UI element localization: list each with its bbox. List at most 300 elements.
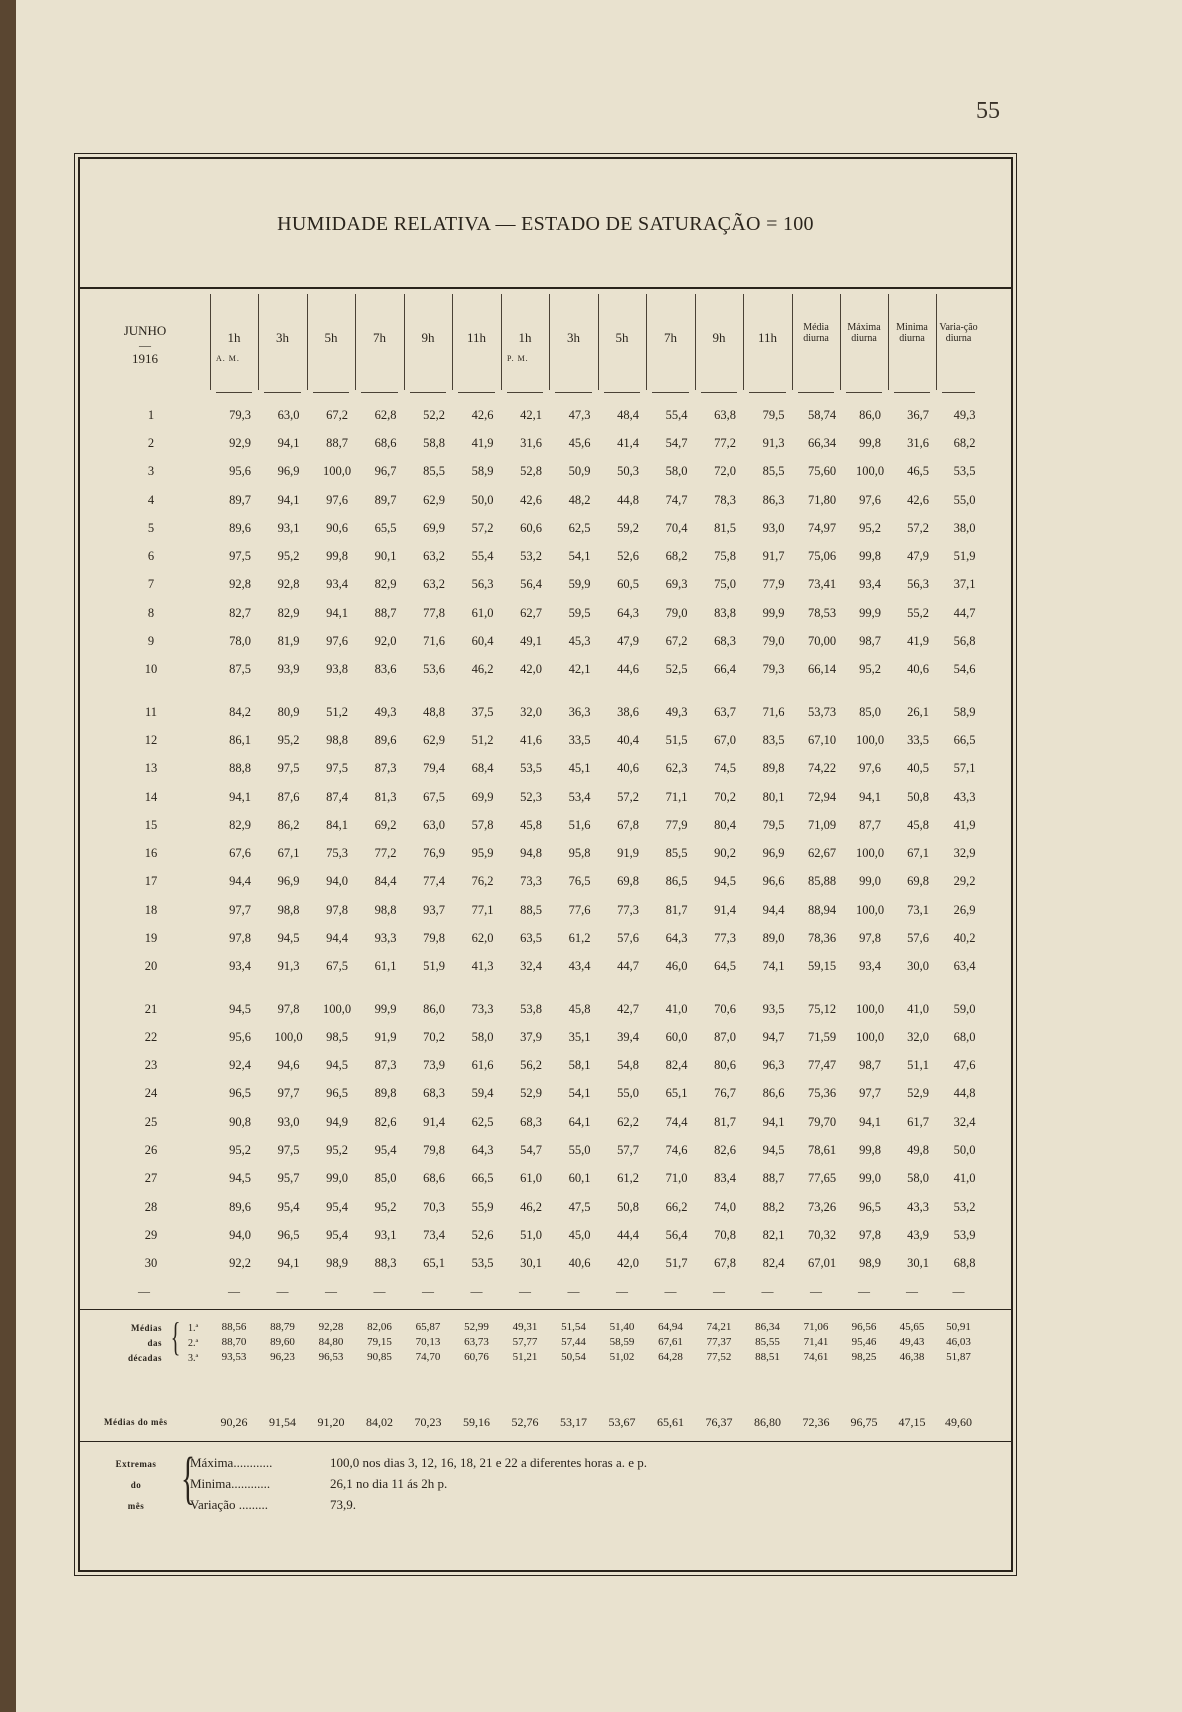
- value-cell: 96,5: [229, 1086, 251, 1101]
- value-cell: 91,3: [762, 435, 785, 450]
- value-cell: 74,7: [665, 492, 688, 507]
- value-cell: 70,6: [714, 1001, 736, 1016]
- value-cell: 87,5: [229, 662, 251, 677]
- value-cell: 54,1: [568, 549, 591, 564]
- value-cell: 60,1: [568, 1171, 591, 1186]
- value-cell: 60,6: [520, 520, 542, 535]
- day-cell: 28: [144, 1199, 158, 1214]
- day-cell: 21: [144, 1001, 158, 1016]
- table-row: [80, 1052, 987, 1080]
- value-cell: 97,8: [277, 1001, 300, 1016]
- value-cell: 82,9: [374, 577, 397, 592]
- value-cell: 44,7: [953, 605, 976, 620]
- value-cell: 96,5: [326, 1086, 348, 1101]
- value-cell: 65,61: [657, 1414, 684, 1429]
- column-header: [549, 294, 598, 390]
- value-cell: 56,2: [520, 1058, 542, 1073]
- header-underline: [846, 392, 882, 393]
- value-cell: 42,1: [520, 407, 542, 422]
- value-cell: 47,9: [617, 634, 639, 649]
- value-cell: 47,9: [907, 549, 929, 564]
- value-cell: 60,76: [464, 1351, 489, 1363]
- column-header-label: 11h: [757, 330, 778, 345]
- column-header: [936, 294, 981, 390]
- dash-cell: —: [906, 1284, 918, 1298]
- dash-cell: —: [858, 1284, 870, 1298]
- value-cell: 69,9: [423, 520, 445, 535]
- value-cell: 74,70: [415, 1351, 441, 1363]
- value-cell: 67,10: [807, 732, 837, 747]
- value-cell: 30,0: [907, 959, 929, 974]
- value-cell: 42,0: [617, 1256, 639, 1271]
- value-cell: 57,2: [471, 520, 494, 535]
- day-cell: 15: [144, 817, 158, 832]
- value-cell: 47,5: [568, 1199, 591, 1214]
- value-cell: 61,0: [520, 1171, 542, 1186]
- value-cell: 50,3: [617, 464, 639, 479]
- value-cell: 88,94: [807, 902, 837, 917]
- value-cell: 97,6: [326, 634, 348, 649]
- value-cell: 71,41: [803, 1336, 829, 1348]
- value-cell: 82,9: [277, 605, 300, 620]
- value-cell: 63,8: [714, 407, 736, 422]
- day-cell: 29: [144, 1227, 158, 1242]
- value-cell: 67,1: [907, 846, 929, 861]
- value-cell: 62,3: [665, 761, 688, 776]
- value-cell: 62,67: [807, 846, 837, 861]
- value-cell: 73,9: [423, 1058, 445, 1073]
- value-cell: 57,1: [953, 761, 976, 776]
- value-cell: 95,8: [568, 846, 591, 861]
- value-cell: 59,4: [471, 1086, 494, 1101]
- value-cell: 41,6: [520, 732, 542, 747]
- value-cell: 75,8: [714, 549, 736, 564]
- value-cell: 67,5: [326, 959, 348, 974]
- value-cell: 46,0: [665, 959, 688, 974]
- value-cell: 63,5: [520, 930, 542, 945]
- value-cell: 52,5: [665, 662, 688, 677]
- value-cell: 51,0: [520, 1227, 542, 1242]
- value-cell: 88,7: [762, 1171, 785, 1186]
- value-cell: 51,40: [609, 1321, 635, 1333]
- value-cell: 52,3: [520, 789, 542, 804]
- value-cell: 58,1: [568, 1058, 591, 1073]
- value-cell: 40,6: [907, 662, 929, 677]
- header-underline: [410, 392, 446, 393]
- brace-icon: {: [170, 1314, 181, 1359]
- value-cell: 38,0: [953, 520, 976, 535]
- value-cell: 85,55: [755, 1336, 780, 1348]
- value-cell: 96,9: [762, 846, 785, 861]
- value-cell: 98,25: [851, 1351, 877, 1363]
- value-cell: 40,6: [617, 761, 639, 776]
- value-cell: 50,0: [471, 492, 494, 507]
- value-cell: 49,60: [945, 1414, 972, 1429]
- value-cell: 99,0: [859, 874, 881, 889]
- value-cell: 64,5: [714, 959, 736, 974]
- value-cell: 78,53: [807, 605, 837, 620]
- value-cell: 54,1: [568, 1086, 591, 1101]
- value-cell: 68,3: [520, 1114, 542, 1129]
- day-cell: 16: [144, 846, 158, 861]
- brace-icon: {: [180, 1445, 195, 1510]
- value-cell: 98,8: [277, 902, 300, 917]
- value-cell: 70,3: [423, 1199, 445, 1214]
- value-cell: 68,6: [374, 435, 397, 450]
- value-cell: 94,8: [520, 846, 542, 861]
- value-cell: 36,7: [907, 407, 929, 422]
- value-cell: 62,8: [374, 407, 397, 422]
- value-cell: 85,0: [374, 1171, 397, 1186]
- value-cell: 94,4: [762, 902, 785, 917]
- header-underline: [264, 392, 301, 393]
- value-cell: 55,4: [665, 407, 688, 422]
- value-cell: 96,23: [270, 1351, 295, 1363]
- value-cell: 68,8: [953, 1256, 976, 1271]
- value-cell: 39,4: [617, 1029, 639, 1044]
- value-cell: 53,5: [471, 1256, 494, 1271]
- value-cell: 93,9: [277, 662, 300, 677]
- value-cell: 68,3: [423, 1086, 445, 1101]
- value-cell: 71,59: [807, 1029, 837, 1044]
- column-header-sub: P. M.: [507, 354, 529, 363]
- table-row: [80, 1320, 981, 1335]
- value-cell: 100,0: [855, 1001, 885, 1016]
- value-cell: 93,4: [859, 577, 881, 592]
- value-cell: 82,6: [714, 1143, 736, 1158]
- day-cell: 19: [144, 930, 158, 945]
- value-cell: 95,2: [859, 520, 881, 535]
- decade-means-table: [80, 1320, 981, 1365]
- value-cell: 95,2: [277, 732, 300, 747]
- day-cell: 26: [144, 1143, 158, 1158]
- value-cell: 77,1: [471, 902, 494, 917]
- value-cell: 53,6: [423, 662, 445, 677]
- value-cell: 60,0: [665, 1029, 688, 1044]
- value-cell: 67,61: [658, 1336, 683, 1348]
- value-cell: 61,0: [471, 605, 494, 620]
- value-cell: 77,8: [423, 605, 445, 620]
- label-spacer: [80, 1320, 210, 1335]
- table-row: [80, 995, 987, 1023]
- value-cell: 65,1: [665, 1086, 688, 1101]
- header-underline: [894, 392, 930, 393]
- value-cell: 37,9: [520, 1029, 542, 1044]
- value-cell: 71,09: [807, 817, 837, 832]
- value-cell: 90,6: [326, 520, 348, 535]
- value-cell: 89,8: [374, 1086, 397, 1101]
- value-cell: 90,8: [229, 1114, 251, 1129]
- column-header-label: 9h: [712, 330, 726, 345]
- value-cell: 86,0: [859, 407, 881, 422]
- value-cell: 70,23: [414, 1414, 442, 1429]
- value-cell: 79,5: [762, 407, 785, 422]
- value-cell: 32,4: [953, 1114, 976, 1129]
- extremes-label: Extremas do mês: [115, 1459, 157, 1511]
- value-cell: 65,1: [423, 1256, 445, 1271]
- value-cell: 86,34: [755, 1321, 780, 1333]
- value-cell: 68,0: [953, 1029, 976, 1044]
- value-cell: 45,8: [520, 817, 542, 832]
- value-cell: 56,8: [953, 634, 976, 649]
- extreme-minimum: Minima............ 26,1 no dia 11 ás 2h p.: [190, 1476, 448, 1491]
- value-cell: 96,6: [762, 874, 785, 889]
- value-cell: 100,0: [855, 846, 885, 861]
- value-cell: 67,8: [714, 1256, 736, 1271]
- day-cell: 25: [144, 1114, 158, 1129]
- value-cell: 49,31: [512, 1321, 538, 1333]
- value-cell: 92,8: [277, 577, 300, 592]
- value-cell: 74,6: [665, 1143, 688, 1158]
- value-cell: 57,2: [907, 520, 929, 535]
- column-header-label: 5h: [324, 330, 338, 345]
- header-underline: [507, 392, 543, 393]
- value-cell: 43,3: [953, 789, 976, 804]
- value-cell: 55,0: [617, 1086, 639, 1101]
- day-cell: 30: [144, 1256, 158, 1271]
- column-header: [695, 294, 743, 390]
- value-cell: 89,0: [762, 930, 785, 945]
- value-cell: 68,4: [471, 761, 494, 776]
- value-cell: 49,3: [374, 704, 397, 719]
- header-underline: [701, 392, 737, 393]
- value-cell: 38,6: [617, 704, 639, 719]
- dash-cell: —: [952, 1284, 965, 1298]
- value-cell: 45,8: [907, 817, 929, 832]
- value-cell: 93,5: [762, 1001, 785, 1016]
- column-header: [307, 294, 355, 390]
- table-row: [80, 486, 987, 514]
- value-cell: 77,52: [706, 1351, 732, 1363]
- value-cell: 52,9: [907, 1086, 929, 1101]
- label-spacer: [80, 1350, 210, 1365]
- value-cell: 44,8: [617, 492, 639, 507]
- value-cell: 94,1: [326, 605, 348, 620]
- value-cell: 84,2: [229, 704, 251, 719]
- value-cell: 53,17: [560, 1414, 587, 1429]
- month-name: JUNHO: [123, 323, 167, 338]
- value-cell: 43,9: [907, 1227, 929, 1242]
- header-underline: [361, 392, 398, 393]
- value-cell: 95,2: [277, 549, 300, 564]
- value-cell: 81,7: [665, 902, 688, 917]
- day-cell: 5: [147, 520, 155, 535]
- table-row: [80, 1108, 987, 1136]
- value-cell: 54,8: [617, 1058, 639, 1073]
- value-cell: 82,4: [762, 1256, 785, 1271]
- value-cell: 71,0: [665, 1171, 688, 1186]
- column-header-sub: A. M.: [216, 354, 240, 363]
- value-cell: 55,9: [471, 1199, 494, 1214]
- value-cell: 66,34: [807, 435, 837, 450]
- value-cell: 63,2: [423, 549, 445, 564]
- value-cell: 51,5: [665, 732, 688, 747]
- value-cell: 49,1: [520, 634, 542, 649]
- humidity-table: [80, 401, 987, 1278]
- dash-cell: —: [567, 1284, 580, 1298]
- table-row: [80, 783, 987, 811]
- table-row: [80, 868, 987, 896]
- value-cell: 79,3: [229, 407, 251, 422]
- value-cell: 94,5: [714, 874, 736, 889]
- value-cell: 74,0: [714, 1199, 736, 1214]
- value-cell: 40,4: [617, 732, 639, 747]
- day-cell: 11: [144, 704, 158, 719]
- day-cell: 4: [147, 492, 155, 507]
- table-title: HUMIDADE RELATIVA — ESTADO DE SATURAÇÃO = 100: [277, 213, 814, 235]
- value-cell: 82,6: [374, 1114, 397, 1129]
- value-cell: 83,5: [762, 732, 785, 747]
- value-cell: 96,9: [277, 874, 300, 889]
- value-cell: 70,00: [807, 634, 837, 649]
- value-cell: 50,9: [568, 464, 591, 479]
- value-cell: 57,6: [617, 930, 639, 945]
- value-cell: 97,5: [277, 1143, 300, 1158]
- value-cell: 54,7: [520, 1143, 542, 1158]
- value-cell: 49,3: [665, 704, 688, 719]
- value-cell: 64,3: [617, 605, 639, 620]
- value-cell: 61,2: [568, 930, 591, 945]
- day-cell: 2: [147, 435, 155, 450]
- month-header: [80, 324, 210, 366]
- column-header-label: Minima diurna: [896, 322, 928, 344]
- value-cell: 76,9: [423, 846, 445, 861]
- day-cell: 1: [147, 407, 155, 422]
- value-cell: 65,5: [374, 520, 397, 535]
- value-cell: 58,0: [907, 1171, 929, 1186]
- value-cell: 46,2: [471, 662, 494, 677]
- column-header: [452, 294, 501, 390]
- value-cell: 82,9: [229, 817, 251, 832]
- value-cell: 85,88: [807, 874, 837, 889]
- month-year: 1916: [132, 351, 158, 366]
- header-underline: [749, 392, 786, 393]
- value-cell: 58,0: [665, 464, 688, 479]
- value-cell: 99,0: [326, 1171, 348, 1186]
- dash-cell: —: [519, 1284, 531, 1298]
- value-cell: 87,7: [859, 817, 881, 832]
- value-cell: 94,1: [859, 789, 881, 804]
- value-cell: 75,3: [326, 846, 348, 861]
- value-cell: 94,6: [277, 1058, 300, 1073]
- value-cell: 50,8: [617, 1199, 639, 1214]
- value-cell: 69,9: [471, 789, 494, 804]
- table-row: [80, 1023, 987, 1051]
- value-cell: 51,2: [471, 732, 494, 747]
- value-cell: 95,2: [859, 662, 881, 677]
- value-cell: 95,6: [229, 1029, 251, 1044]
- value-cell: 54,6: [953, 662, 976, 677]
- value-cell: 98,9: [326, 1256, 348, 1271]
- page-number: 55: [976, 98, 1000, 124]
- value-cell: 53,2: [953, 1199, 976, 1214]
- value-cell: 77,37: [706, 1336, 732, 1348]
- dash-cell: —: [228, 1284, 240, 1298]
- value-cell: 51,54: [561, 1321, 586, 1333]
- value-cell: 94,9: [326, 1114, 348, 1129]
- value-cell: 45,6: [568, 435, 591, 450]
- value-cell: 93,53: [221, 1351, 247, 1363]
- day-cell: 24: [144, 1086, 158, 1101]
- dash-cell: —: [470, 1284, 483, 1298]
- value-cell: 84,80: [318, 1336, 344, 1348]
- value-cell: 33,5: [907, 732, 929, 747]
- value-cell: 70,2: [714, 789, 736, 804]
- column-header: [210, 294, 258, 390]
- value-cell: 63,2: [423, 577, 445, 592]
- value-cell: 29,2: [953, 874, 976, 889]
- value-cell: 94,7: [762, 1029, 785, 1044]
- value-cell: 57,6: [907, 930, 929, 945]
- column-header-label: 3h: [276, 330, 289, 345]
- value-cell: 67,2: [665, 634, 688, 649]
- value-cell: 94,4: [229, 874, 251, 889]
- value-cell: 82,4: [665, 1058, 688, 1073]
- value-cell: 94,5: [277, 930, 300, 945]
- value-cell: 93,8: [326, 662, 348, 677]
- day-cell: 22: [144, 1029, 158, 1044]
- value-cell: 50,91: [946, 1321, 971, 1333]
- value-cell: 70,32: [807, 1227, 837, 1242]
- value-cell: 75,06: [807, 549, 837, 564]
- value-cell: 95,2: [229, 1143, 251, 1158]
- day-cell: 7: [147, 577, 155, 592]
- value-cell: 75,36: [807, 1086, 837, 1101]
- value-cell: 98,5: [326, 1029, 348, 1044]
- value-cell: 62,2: [617, 1114, 639, 1129]
- value-cell: 59,2: [617, 520, 639, 535]
- value-cell: 55,0: [568, 1143, 591, 1158]
- value-cell: 88,7: [374, 605, 397, 620]
- table-row: [80, 924, 987, 952]
- value-cell: 93,1: [277, 520, 300, 535]
- value-cell: 100,0: [322, 1001, 352, 1016]
- value-cell: 42,0: [520, 662, 542, 677]
- value-cell: 79,0: [665, 605, 688, 620]
- value-cell: 59,0: [953, 1001, 976, 1016]
- day-cell: 14: [144, 789, 158, 804]
- value-cell: 91,9: [374, 1029, 397, 1044]
- value-cell: 41,0: [953, 1171, 976, 1186]
- value-cell: 68,2: [665, 549, 688, 564]
- value-cell: 80,4: [714, 817, 736, 832]
- value-cell: 62,9: [423, 492, 445, 507]
- header-underline: [313, 392, 349, 393]
- value-cell: 75,60: [807, 464, 837, 479]
- value-cell: 63,0: [277, 407, 300, 422]
- value-cell: 96,9: [277, 464, 300, 479]
- value-cell: 61,7: [907, 1114, 929, 1129]
- value-cell: 77,2: [374, 846, 397, 861]
- value-cell: 56,3: [907, 577, 929, 592]
- decade-gap: [80, 981, 987, 995]
- value-cell: 57,7: [617, 1143, 639, 1158]
- value-cell: 68,6: [423, 1171, 445, 1186]
- value-cell: 99,9: [762, 605, 785, 620]
- value-cell: 89,7: [229, 492, 251, 507]
- value-cell: 43,4: [568, 959, 591, 974]
- value-cell: 53,67: [608, 1414, 636, 1429]
- value-cell: 58,59: [609, 1336, 635, 1348]
- value-cell: 86,5: [665, 874, 688, 889]
- value-cell: 77,47: [807, 1058, 837, 1073]
- value-cell: 98,9: [859, 1256, 881, 1271]
- value-cell: 91,7: [762, 549, 785, 564]
- value-cell: 67,5: [423, 789, 445, 804]
- value-cell: 86,0: [423, 1001, 445, 1016]
- value-cell: 50,0: [953, 1143, 976, 1158]
- value-cell: 93,4: [859, 959, 881, 974]
